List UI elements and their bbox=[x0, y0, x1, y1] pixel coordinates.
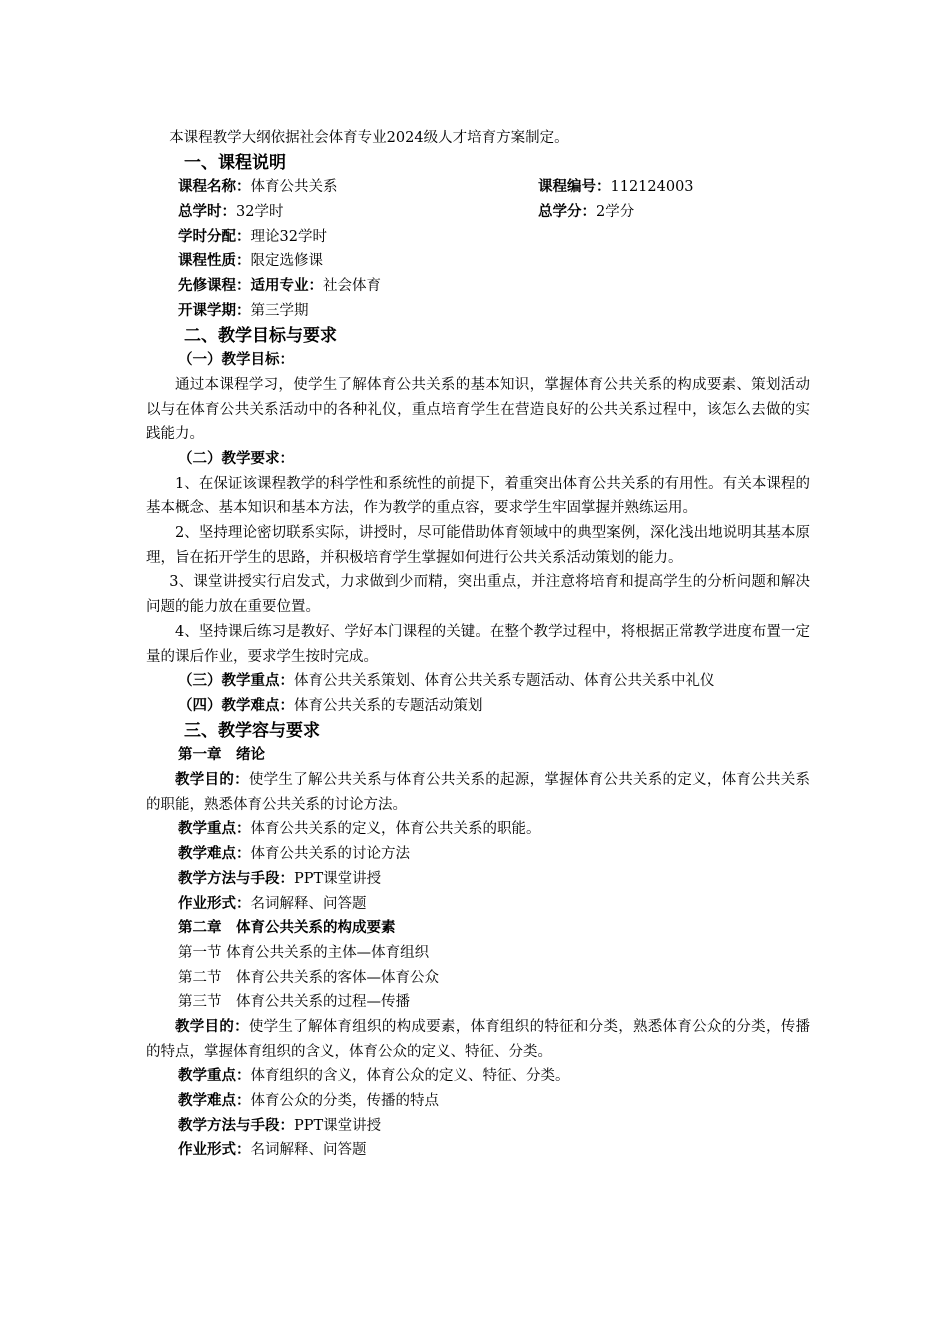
course-name: 课程名称：体育公共关系 bbox=[178, 178, 338, 196]
requirement-4: 4、坚持课后练习是教好、学好本门课程的关键。在整个教学过程中，将根据正常教学进度布置一定量的课后作业，要求学生按时完成。 bbox=[146, 623, 810, 665]
prereq-major: 先修课程：适用专业：社会体育 bbox=[178, 277, 381, 295]
document-body bbox=[146, 126, 810, 1163]
chapter-1-difficulty: 教学难点：体育公共关系的讨论方法 bbox=[178, 845, 410, 863]
course-nature: 课程性质：限定选修课 bbox=[178, 252, 323, 270]
chapter-2-section-1: 第一节 体育公共关系的主体—体育组织 bbox=[178, 944, 430, 961]
chapter-1-title: 第一章 绪论 bbox=[178, 746, 265, 764]
hours-credits-row bbox=[146, 200, 810, 225]
section-heading-goals: 二、教学目标与要求 bbox=[184, 325, 337, 346]
teaching-key-points: （三）教学重点：体育公共关系策划、体育公共关系专题活动、体育公共关系中礼仪 bbox=[178, 672, 715, 690]
chapter-2-key: 教学重点：体育组织的含义，体育公众的定义、特征、分类。 bbox=[178, 1067, 570, 1085]
course-name-code-row bbox=[146, 175, 810, 200]
subheading-goals: （一）教学目标： bbox=[178, 351, 294, 369]
section-heading-course-info: 一、课程说明 bbox=[184, 152, 286, 173]
section-heading-content: 三、教学容与要求 bbox=[184, 720, 320, 741]
total-credits: 总学分：2学分 bbox=[538, 203, 635, 221]
total-hours: 总学时：32学时 bbox=[178, 203, 284, 221]
chapter-1-homework: 作业形式：名词解释、问答题 bbox=[178, 894, 367, 912]
chapter-2-section-3: 第三节 体育公共关系的过程—传播 bbox=[178, 994, 410, 1011]
teaching-difficulties: （四）教学难点：体育公共关系的专题活动策划 bbox=[178, 696, 483, 714]
course-term: 开课学期：第三学期 bbox=[178, 301, 309, 319]
subheading-requirements: （二）教学要求： bbox=[178, 449, 294, 467]
goal-paragraph: 通过本课程学习，使学生了解体育公共关系的基本知识，掌握体育公共关系的构成要素、策划活动以与在体育公共关系活动中的各种礼仪，重点培育学生在营造良好的公共关系过程中，该怎么去做的实践能力。 bbox=[146, 376, 810, 443]
requirement-1: 1、在保证该课程教学的科学性和系统性的前提下，着重突出体育公共关系的有用性。有关本课程的基本概念、基本知识和基本方法，作为教学的重点容，要求学生牢固掌握并熟练运用。 bbox=[146, 475, 810, 517]
chapter-2-aim: 教学目的：使学生了解体育组织的构成要素，体育组织的特征和分类，熟悉体育公众的分类，传播的特点，掌握体育组织的含义，体育公众的定义、特征、分类。 bbox=[146, 1017, 811, 1060]
requirement-3: 3、课堂讲授实行启发式，力求做到少而精，突出重点，并注意将培育和提高学生的分析问题和解决问题的能力放在重要位置。 bbox=[146, 574, 810, 616]
requirement-2: 2、坚持理论密切联系实际，讲授时，尽可能借助体育领域中的典型案例，深化浅出地说明其基本原理，旨在拓开学生的思路，并积极培育学生掌握如何进行公共关系活动策划的能力。 bbox=[146, 525, 810, 566]
chapter-2-homework: 作业形式：名词解释、问答题 bbox=[178, 1141, 367, 1159]
chapter-2-section-2: 第二节 体育公共关系的客体—体育公众 bbox=[178, 969, 439, 986]
intro-text: 本课程教学大纲依据社会体育专业2024级人才培育方案制定。 bbox=[169, 130, 569, 146]
chapter-1-aim: 教学目的：使学生了解公共关系与体育公共关系的起源，掌握体育公共关系的定义，体育公共关系的职能，熟悉体育公共关系的讨论方法。 bbox=[146, 771, 811, 813]
hours-allocation: 学时分配：理论32学时 bbox=[178, 227, 327, 245]
chapter-1-key: 教学重点：体育公共关系的定义，体育公共关系的职能。 bbox=[178, 820, 541, 838]
course-code: 课程编号：112124003 bbox=[538, 178, 694, 196]
chapter-2-title: 第二章 体育公共关系的构成要素 bbox=[178, 919, 396, 937]
chapter-2-method: 教学方法与手段：PPT课堂讲授 bbox=[178, 1116, 382, 1134]
chapter-1-method: 教学方法与手段：PPT课堂讲授 bbox=[178, 869, 382, 887]
chapter-2-difficulty: 教学难点：体育公众的分类，传播的特点 bbox=[178, 1092, 439, 1110]
